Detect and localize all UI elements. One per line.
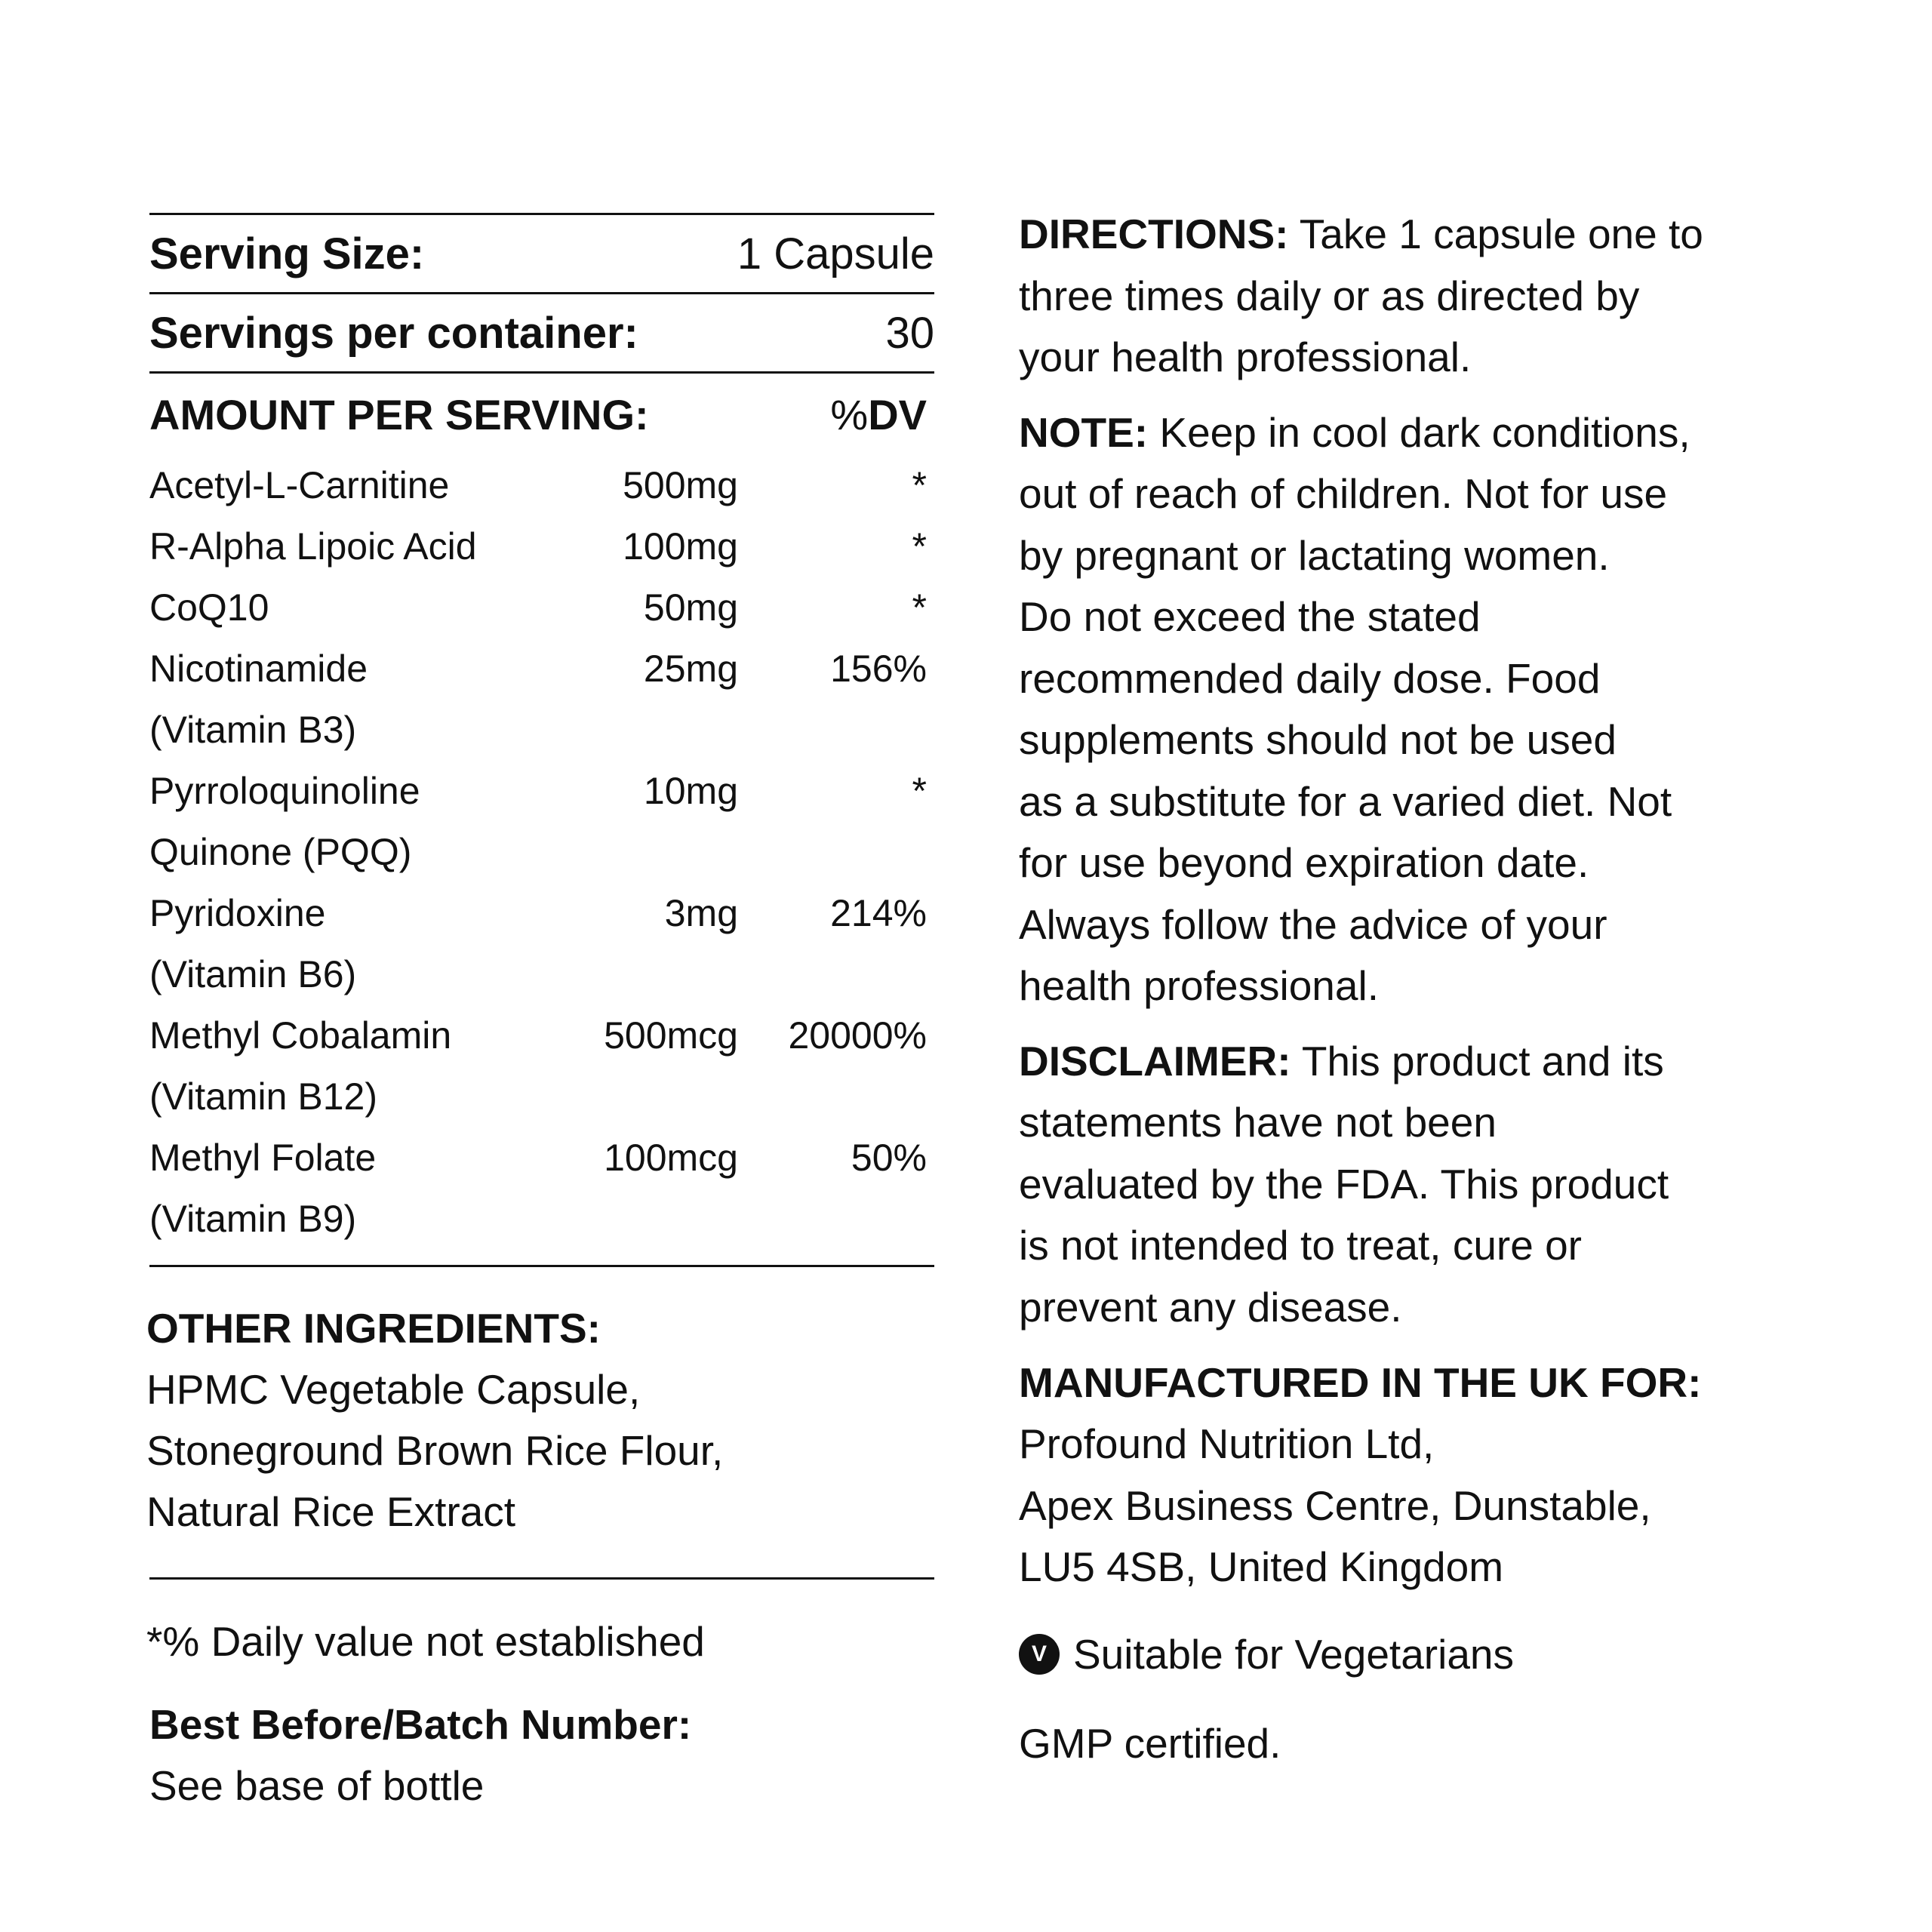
manufactured-heading: MANUFACTURED IN THE UK FOR: xyxy=(1019,1359,1702,1406)
amount-per-serving-label: AMOUNT PER SERVING: xyxy=(149,390,649,438)
ingredient-name: Nicotinamide (Vitamin B3) xyxy=(149,648,368,751)
ingredient-dv: 214% xyxy=(830,892,927,934)
ingredient-amount: 100mcg xyxy=(604,1137,738,1179)
ingredient-amount: 3mg xyxy=(664,892,738,934)
ingredient-row xyxy=(149,1005,934,1128)
ingredient-dv: * xyxy=(912,586,927,629)
amount-per-serving-header xyxy=(149,374,934,455)
ingredient-dv: 20000% xyxy=(788,1014,927,1057)
disclaimer-heading: DISCLAIMER: xyxy=(1019,1037,1291,1084)
ingredient-list xyxy=(149,455,934,1265)
ingredient-amount: 25mg xyxy=(643,648,738,690)
servings-per-container-row xyxy=(149,294,934,371)
other-ingredients-text: HPMC Vegetable Capsule, Stoneground Brown Rice Flour, Natural Rice Extract xyxy=(146,1366,724,1535)
ingredient-name: Acetyl-L-Carnitine xyxy=(149,464,450,506)
note-heading: NOTE: xyxy=(1019,408,1149,456)
ingredient-name: Pyridoxine (Vitamin B6) xyxy=(149,892,357,995)
divider xyxy=(149,1577,934,1580)
ingredient-row xyxy=(149,516,934,577)
ingredient-row xyxy=(149,638,934,761)
ingredient-amount: 500mcg xyxy=(604,1014,738,1057)
daily-value-header: %DV xyxy=(830,390,927,438)
manufacturer-address: Profound Nutrition Ltd, Apex Business Centre, Dunstable, LU5 4SB, United Kingdom xyxy=(1019,1420,1651,1590)
ingredient-dv: * xyxy=(912,770,927,812)
note-block: NOTE: Keep in cool dark conditions, out of reach of children. Not for use by pregnant or lactating women. Do not exceed the stated recommended daily dose. Food supplements should not be used as a substitute for a varied diet. Not for use beyond expiration date. Always follow the advice of your health professional. xyxy=(1019,408,1690,1009)
ingredient-name: CoQ10 xyxy=(149,586,269,629)
vegetarian-v-icon: V xyxy=(1019,1634,1060,1675)
ingredient-row xyxy=(149,577,934,638)
ingredient-amount: 100mg xyxy=(623,525,738,568)
ingredient-amount: 10mg xyxy=(643,770,738,812)
disclaimer-block: DISCLAIMER: This product and its statements have not been evaluated by the FDA. This product is not intended to treat, cure or prevent any disease. xyxy=(1019,1037,1669,1331)
serving-size-value: 1 Capsule xyxy=(737,229,934,278)
gmp-certified: GMP certified. xyxy=(1019,1719,1281,1767)
ingredient-dv: * xyxy=(912,525,927,568)
directions-block: DIRECTIONS: Take 1 capsule one to three times daily or as directed by your health professional. xyxy=(1019,211,1703,380)
ingredient-row xyxy=(149,761,934,883)
vegetarian-text: Suitable for Vegetarians xyxy=(1073,1630,1514,1678)
ingredient-name: Pyrroloquinoline Quinone (PQQ) xyxy=(149,770,420,873)
best-before-heading: Best Before/Batch Number: xyxy=(149,1701,692,1748)
ingredient-row xyxy=(149,455,934,516)
divider xyxy=(149,1265,934,1267)
servings-per-container-value: 30 xyxy=(885,308,934,358)
daily-value-note: *% Daily value not established xyxy=(146,1618,705,1665)
ingredient-row xyxy=(149,883,934,1005)
vegetarian-badge xyxy=(1019,1630,1864,1678)
ingredient-amount: 50mg xyxy=(643,586,738,629)
ingredient-amount: 500mg xyxy=(623,464,738,506)
serving-size-label: Serving Size: xyxy=(149,229,425,278)
supplement-facts-panel xyxy=(146,213,934,1817)
other-ingredients-heading: OTHER INGREDIENTS: xyxy=(146,1305,601,1352)
ingredient-dv: 156% xyxy=(830,648,927,690)
best-before-text: See base of bottle xyxy=(149,1762,485,1809)
servings-per-container-label: Servings per container: xyxy=(149,308,638,358)
directions-heading: DIRECTIONS: xyxy=(1019,211,1289,257)
ingredient-dv: * xyxy=(912,464,927,506)
ingredient-name: Methyl Cobalamin (Vitamin B12) xyxy=(149,1014,452,1118)
label-info-column xyxy=(1019,204,1864,1767)
ingredient-name: R-Alpha Lipoic Acid xyxy=(149,525,477,568)
ingredient-row xyxy=(149,1128,934,1250)
serving-size-row xyxy=(149,215,934,292)
ingredient-dv: 50% xyxy=(851,1137,927,1179)
ingredient-name: Methyl Folate (Vitamin B9) xyxy=(149,1137,377,1240)
